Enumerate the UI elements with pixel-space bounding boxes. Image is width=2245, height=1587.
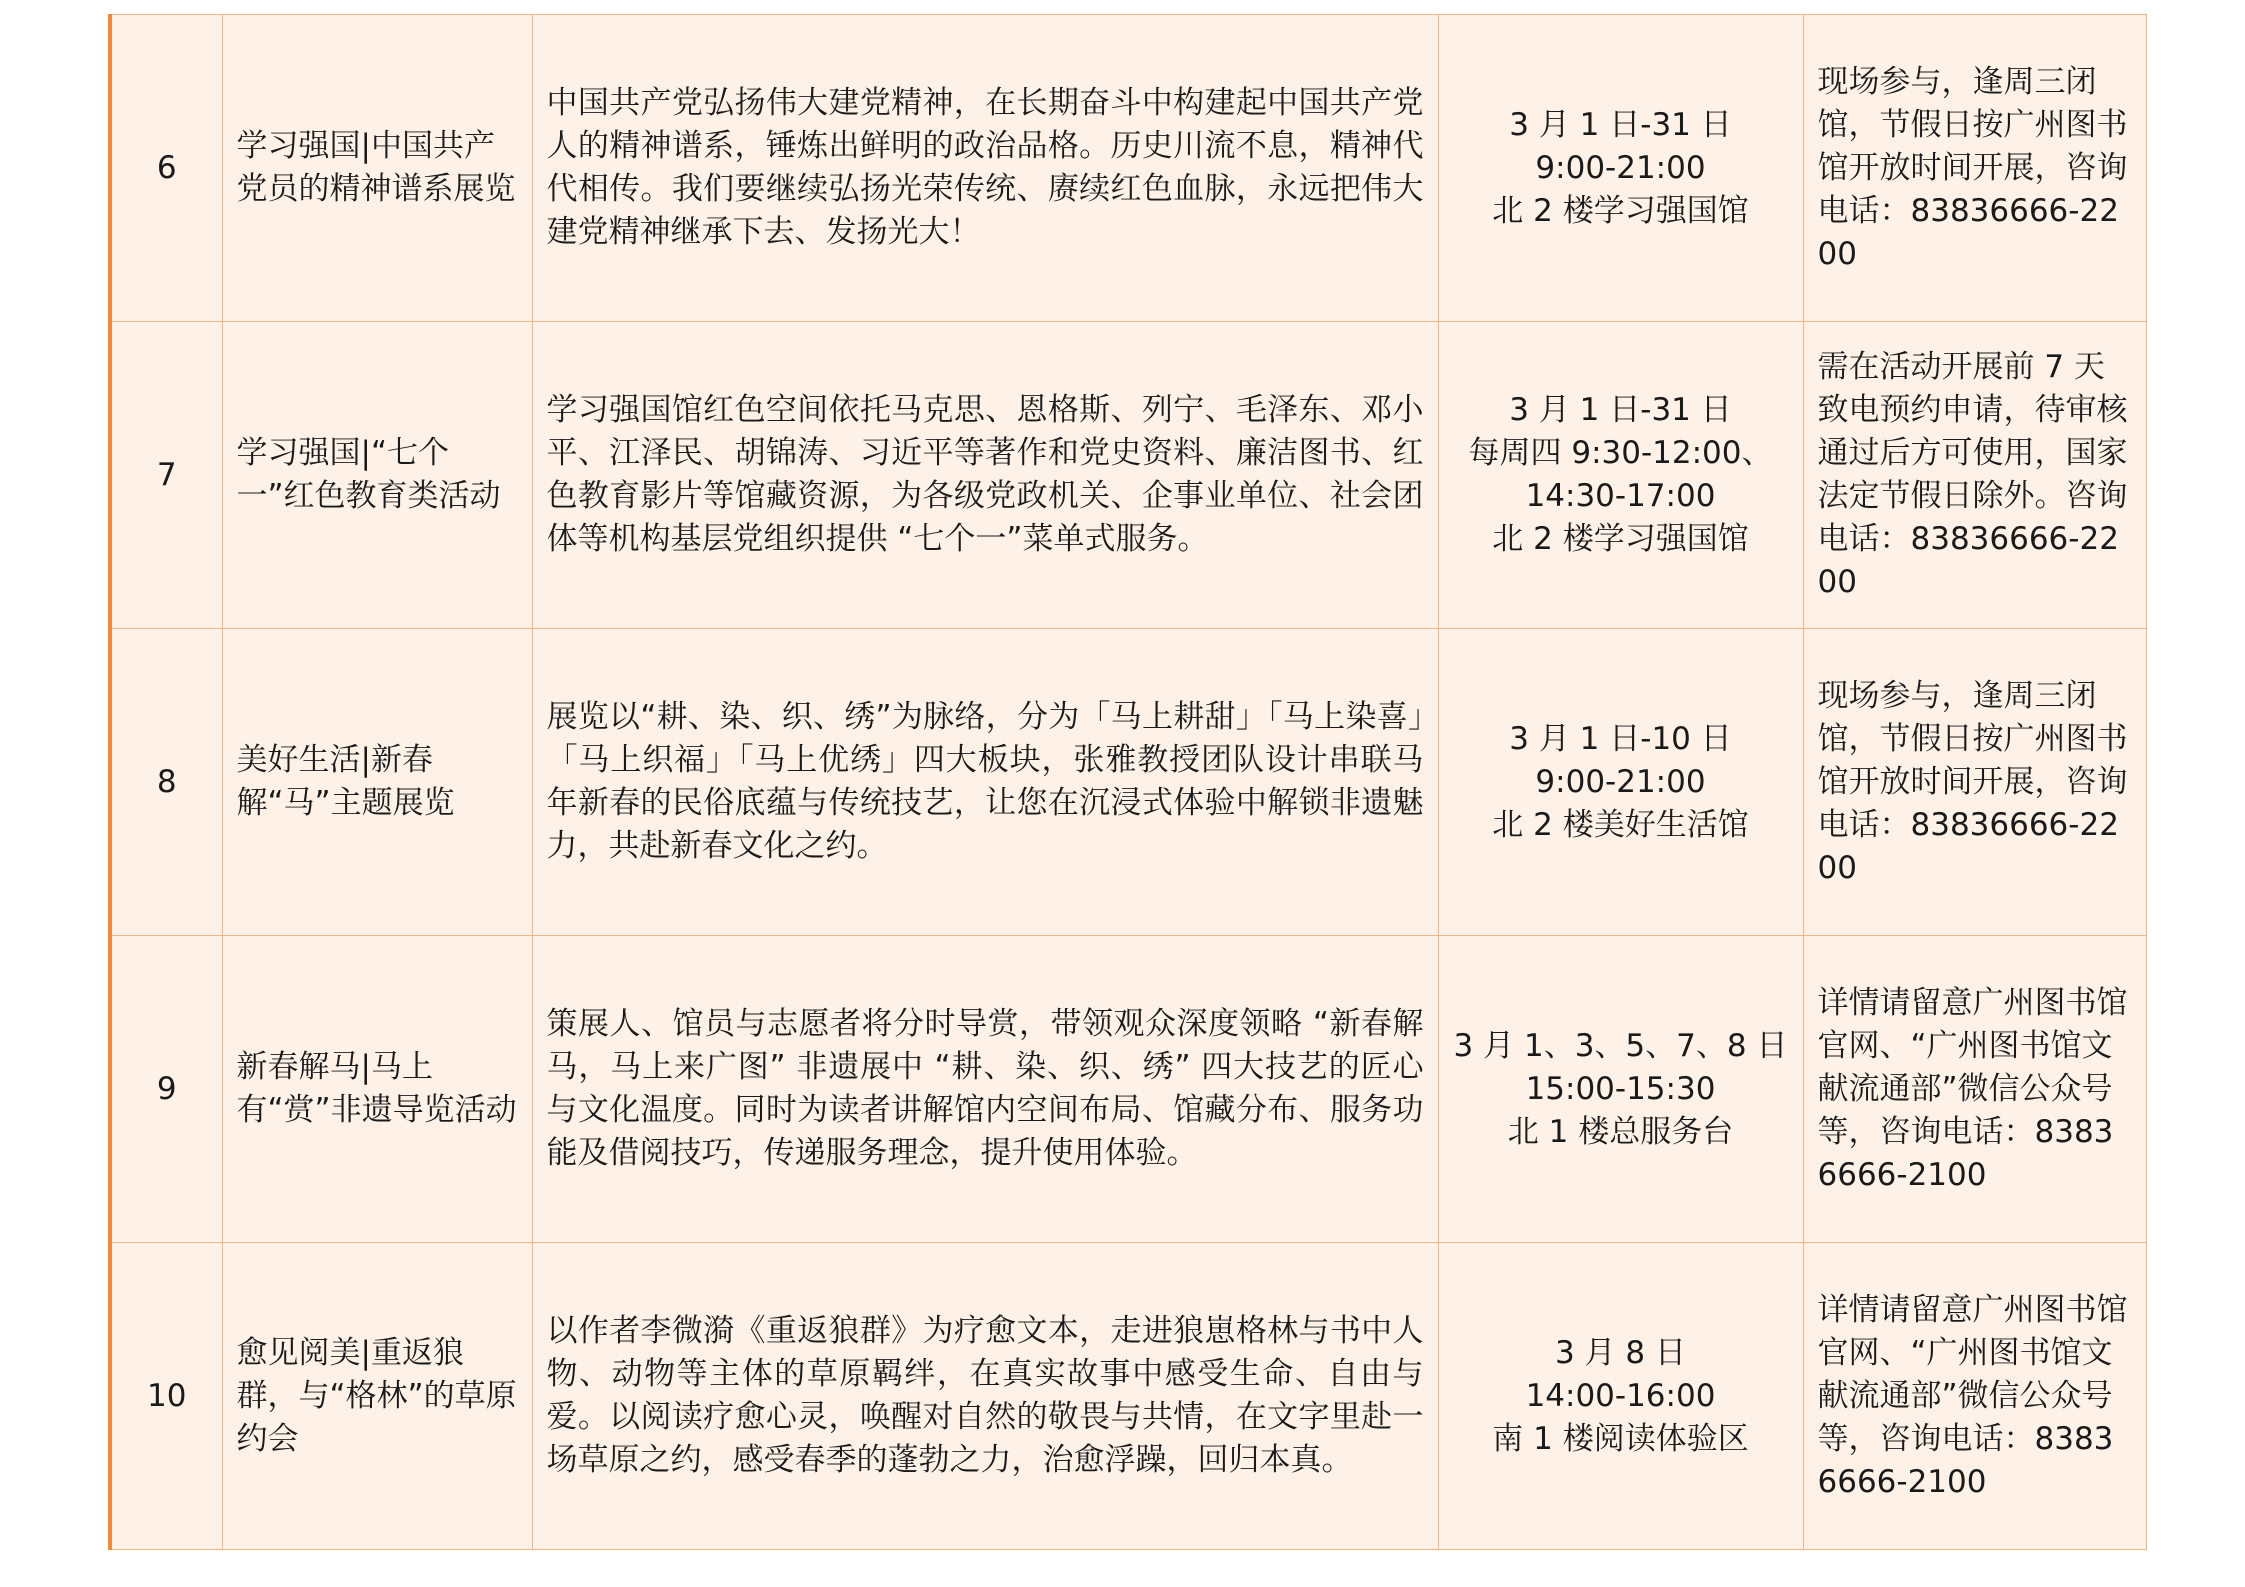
event-hours: 14:00-16:00 (1525, 1377, 1716, 1414)
event-description: 策展人、馆员与志愿者将分时导赏，带领观众深度领略 “新春解马，马上来广图” 非遗展中 “耕、染、织、绣” 四大技艺的匠心与文化温度。同时为读者讲解馆内空间布局、馆藏分布、服务功能及借阅技巧，传递服务理念，提升使用体验。 (532, 936, 1438, 1243)
row-number: 10 (110, 1243, 222, 1550)
table-row (110, 15, 2146, 322)
event-hours: 9:00-21:00 (1535, 763, 1706, 800)
event-name: 学习强国|中国共产党员的精神谱系展览 (222, 15, 532, 322)
event-location: 北 2 楼学习强国馆 (1492, 521, 1749, 557)
event-date: 3 月 1 日-31 日 (1509, 106, 1732, 143)
event-time-location (1438, 629, 1803, 936)
event-note: 现场参与，逢周三闭馆，节假日按广州图书馆开放时间开展，咨询电话：83836666-2200 (1803, 15, 2146, 322)
event-date: 3 月 1 日-31 日 (1509, 392, 1732, 428)
row-number: 6 (110, 15, 222, 322)
event-description: 中国共产党弘扬伟大建党精神，在长期奋斗中构建起中国共产党人的精神谱系，锤炼出鲜明的政治品格。历史川流不息，精神代代相传。我们要继续弘扬光荣传统、赓续红色血脉，永远把伟大建党精神继承下去、发扬光大！ (532, 15, 1438, 322)
row-number: 8 (110, 629, 222, 936)
event-time-location (1438, 322, 1803, 629)
event-location: 南 1 楼阅读体验区 (1492, 1420, 1749, 1457)
event-location: 北 2 楼美好生活馆 (1492, 806, 1749, 843)
event-time-location (1438, 1243, 1803, 1550)
table-row (110, 936, 2146, 1243)
event-name: 愈见阅美|重返狼群，与“格林”的草原约会 (222, 1243, 532, 1550)
event-date: 3 月 1、3、5、7、8 日 (1453, 1027, 1788, 1064)
table-row (110, 322, 2146, 629)
event-note: 详情请留意广州图书馆官网、“广州图书馆文献流通部”微信公众号等，咨询电话：83836666-2100 (1803, 936, 2146, 1243)
event-hours: 9:00-21:00 (1535, 149, 1706, 186)
event-note: 现场参与，逢周三闭馆，节假日按广州图书馆开放时间开展，咨询电话：83836666-2200 (1803, 629, 2146, 936)
table-row (110, 1243, 2146, 1550)
event-time-location (1438, 936, 1803, 1243)
event-note: 需在活动开展前 7 天致电预约申请，待审核通过后方可使用，国家法定节假日除外。咨询电话：83836666-2200 (1803, 322, 2146, 629)
event-date: 3 月 1 日-10 日 (1509, 720, 1732, 757)
event-hours: 每周四 9:30-12:00、 (1468, 435, 1773, 471)
row-number: 9 (110, 936, 222, 1243)
event-note: 详情请留意广州图书馆官网、“广州图书馆文献流通部”微信公众号等，咨询电话：83836666-2100 (1803, 1243, 2146, 1550)
event-description: 以作者李微漪《重返狼群》为疗愈文本，走进狼崽格林与书中人物、动物等主体的草原羁绊，在真实故事中感受生命、自由与爱。以阅读疗愈心灵，唤醒对自然的敬畏与共情，在文字里赴一场草原之约，感受春季的蓬勃之力，治愈浮躁，回归本真。 (532, 1243, 1438, 1550)
event-name: 新春解马|马上有“赏”非遗导览活动 (222, 936, 532, 1243)
row-number: 7 (110, 322, 222, 629)
event-description: 学习强国馆红色空间依托马克思、恩格斯、列宁、毛泽东、邓小平、江泽民、胡锦涛、习近平等著作和党史资料、廉洁图书、红色教育影片等馆藏资源，为各级党政机关、企事业单位、社会团体等机构基层党组织提供 “七个一”菜单式服务。 (532, 322, 1438, 629)
event-time-location (1438, 15, 1803, 322)
table-row (110, 629, 2146, 936)
event-location: 北 1 楼总服务台 (1507, 1113, 1734, 1150)
event-name: 学习强国|“七个一”红色教育类活动 (222, 322, 532, 629)
event-description: 展览以“耕、染、织、绣”为脉络，分为「马上耕甜」「马上染喜」「马上织福」「马上优绣」四大板块，张雅教授团队设计串联马年新春的民俗底蕴与传统技艺，让您在沉浸式体验中解锁非遗魅力，共赴新春文化之约。 (532, 629, 1438, 936)
event-location: 北 2 楼学习强国馆 (1492, 192, 1749, 229)
event-hours: 15:00-15:30 (1525, 1070, 1716, 1107)
event-name: 美好生活|新春解“马”主题展览 (222, 629, 532, 936)
events-table (108, 14, 2147, 1550)
event-date: 3 月 8 日 (1554, 1334, 1686, 1371)
event-hours: 14:30-17:00 (1525, 478, 1716, 514)
